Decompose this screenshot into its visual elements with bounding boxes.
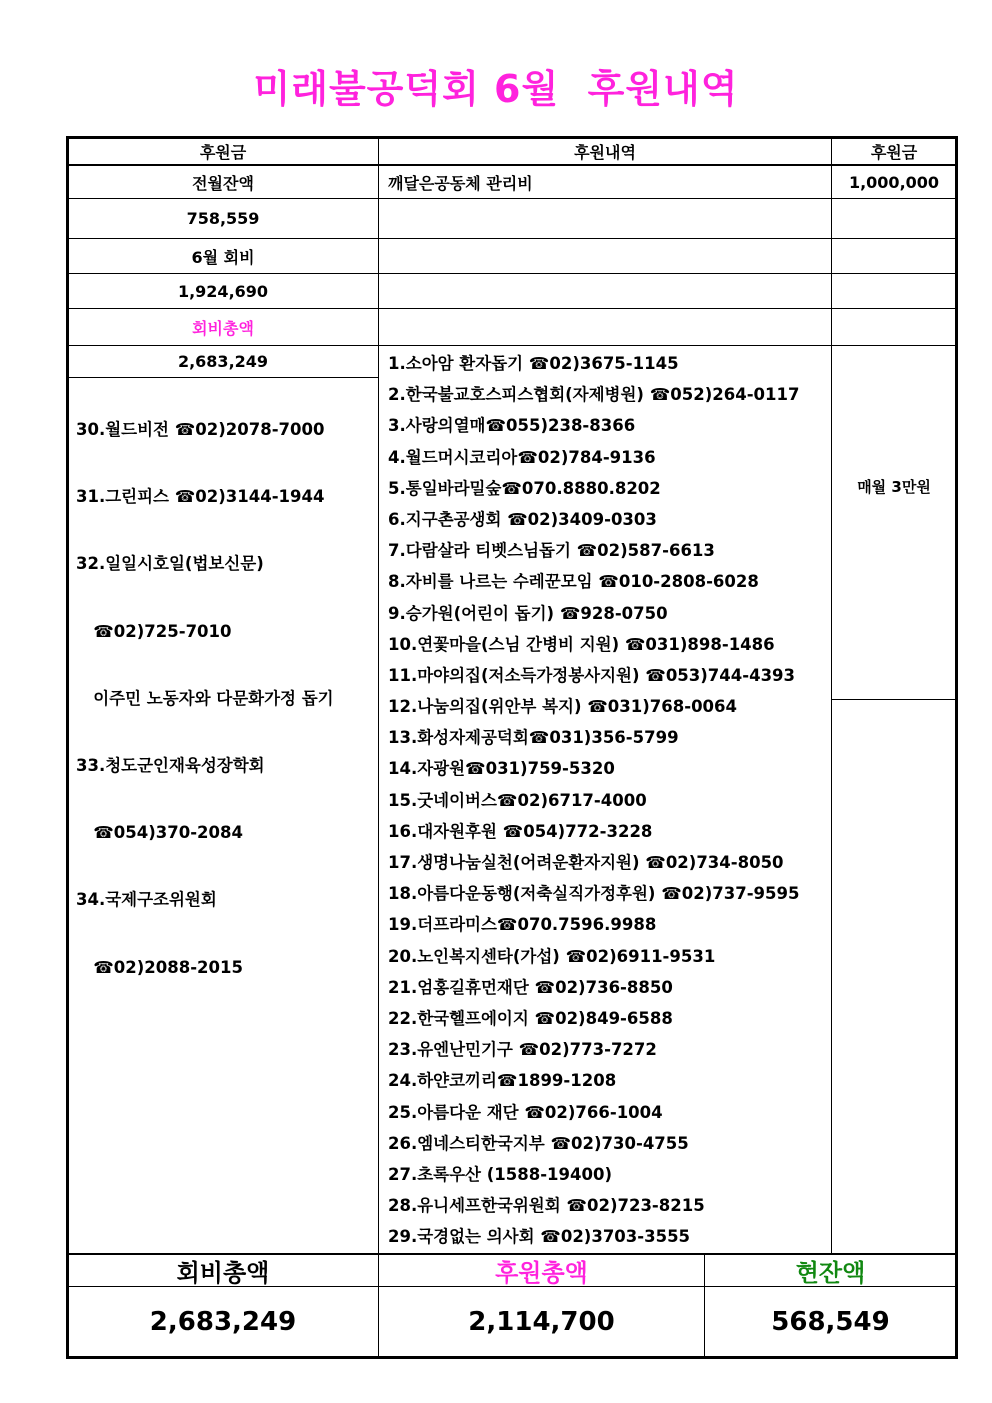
prev-balance-label: 전월잔액 [192,173,254,193]
summary-dues-total-value: 2,683,249 [149,1306,297,1337]
list-item: 1.소아암 환자돕기 ☎02)3675-1145 [388,354,679,373]
list-item: 34.국제구조위원회 [76,890,217,910]
list-item: 27.초록우산 (1588-19400) [388,1164,612,1184]
header-col-amount: 후원금 [199,143,247,162]
list-item: 16.대자원후원 ☎054)772-3228 [388,821,653,841]
first-donation-amount: 1,000,000 [848,172,940,192]
list-item: 12.나눔의집(위안부 복지) ☎031)768-0064 [388,697,738,717]
list-item: 32.일일시호일(법보신문) [76,554,264,574]
june-dues-value: 1,924,690 [177,281,269,301]
dues-total-value: 2,683,249 [177,352,269,371]
list-item: 31.그린피스 ☎02)3144-1944 [76,487,325,507]
list-item: 23.유엔난민기구 ☎02)773-7272 [388,1040,657,1060]
list-item: 이주민 노동자와 다문화가정 돕기 [76,688,334,708]
list-item: 18.아름다운동행(저축실직가정후원) ☎02)737-9595 [388,884,800,904]
list-item: 14.자광원☎031)759-5320 [388,759,615,779]
list-item: 25.아름다운 재단 ☎02)766-1004 [388,1102,663,1122]
col-divider [378,139,379,1253]
page-title: 미래불공덕회 6월 후원내역 [253,67,739,111]
prev-balance-value: 758,559 [186,209,260,228]
list-item: 26.엠네스티한국지부 ☎02)730-4755 [388,1133,689,1153]
list-item: 2.한국불교호스피스협회(자제병원) ☎052)264-0117 [388,385,800,405]
list-item: 7.다람살라 티벳스님돕기 ☎02)587-6613 [388,541,715,561]
list-item: 10.연꽃마을(스님 간병비 지원) ☎031)898-1486 [388,634,775,654]
list-item: 22.한국헬프에이지 ☎02)849-6588 [388,1008,673,1028]
right-sub-divider [831,699,956,700]
list-item: 29.국경없는 의사회 ☎02)3703-3555 [388,1227,691,1247]
dues-total-label: 회비총액 [192,318,254,338]
header-col-detail: 후원내역 [574,143,636,162]
list-item: 20.노인복지센타(가섭) ☎02)6911-9531 [388,946,716,966]
list-item: 6.지구촌공생회 ☎02)3409-0303 [388,509,657,529]
list-item: 9.승가원(어린이 돕기) ☎928-0750 [388,603,668,623]
summary-balance-label: 현잔액 [795,1259,866,1287]
header-col-amount-2: 후원금 [870,143,918,162]
monthly-note: 매월 3만원 [857,477,931,496]
left-donation-list [76,377,334,1001]
list-item: 4.월드머시코리아☎02)784-9136 [388,447,656,467]
list-item: 11.마야의집(저소득가정봉사지원) ☎053)744-4393 [388,665,796,685]
summary-balance-value: 568,549 [771,1306,890,1337]
list-item: 19.더프라미스☎070.7596.9988 [388,915,657,935]
june-dues-label: 6월 회비 [191,247,255,267]
list-item: ☎02)725-7010 [76,621,232,641]
summary-dues-total-label: 회비총액 [176,1259,270,1287]
list-item: 33.청도군인재육성장학회 [76,755,265,775]
list-item: ☎02)2088-2015 [76,957,243,977]
list-item: ☎054)370-2084 [76,823,243,843]
first-donation-item: 깨달은공동체 관리비 [388,173,533,193]
col-divider [831,139,832,1253]
summary-donation-total-label: 후원총액 [495,1259,588,1287]
list-item: 21.엄홍길휴먼재단 ☎02)736-8850 [388,977,673,997]
list-item: 15.굿네이버스☎02)6717-4000 [388,790,647,810]
list-item: 5.통일바라밀숲☎070.8880.8202 [388,478,661,498]
list-item: 30.월드비전 ☎02)2078-7000 [76,420,325,439]
list-item: 13.화성자제공덕회☎031)356-5799 [388,728,679,748]
list-item: 28.유니세프한국위원회 ☎02)723-8215 [388,1196,705,1216]
donation-list [388,348,799,1252]
list-item: 24.하얀코끼리☎1899-1208 [388,1071,617,1091]
summary-donation-total-value: 2,114,700 [468,1306,615,1337]
list-item: 8.자비를 나르는 수레꾼모임 ☎010-2808-6028 [388,572,759,592]
list-item: 17.생명나눔실천(어려운환자지원) ☎02)734-8050 [388,853,784,872]
list-item: 3.사랑의열매☎055)238-8366 [388,416,636,436]
